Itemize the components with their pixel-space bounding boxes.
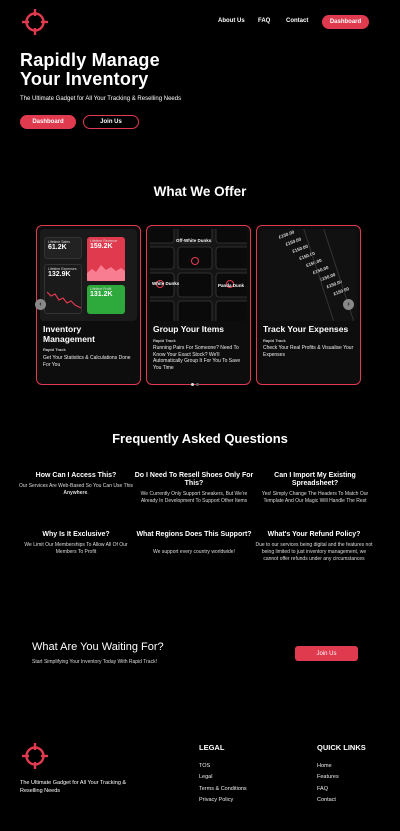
footer-legal-heading: LEGAL xyxy=(199,743,225,752)
faq-answer: Due to our services being digital and the features not being limited to just inventory management, we cannot offer refunds under any circumstances xyxy=(255,542,373,562)
group-item-label: White Dunks xyxy=(152,281,180,286)
revenue-sparkline-icon xyxy=(87,259,125,281)
chevron-right-icon[interactable]: › xyxy=(343,299,354,310)
card-description: Check Your Real Profits & Visualise Your Expenses xyxy=(263,345,354,358)
group-item-label: Panda Dunk xyxy=(218,283,245,288)
card-title: Inventory Management Rapid Track xyxy=(43,324,95,352)
cta-subtitle: Start Simplifying Your Inventory Today With Rapid Track! xyxy=(32,659,157,665)
faq-answer: We support every country worldwide! xyxy=(153,549,235,555)
faq-answer: Yes! Simply Change The Headers To Match Our Template And Our Magic Will Handle The Rest xyxy=(261,491,369,504)
expense-amount: £150.00 xyxy=(291,243,309,254)
group-item-label: Off-White Dunks xyxy=(176,238,212,243)
hero-subtitle: The Ultimate Gadget for All Your Tracking & Reselling Needs xyxy=(20,96,182,102)
expenses-sparkline-icon xyxy=(47,288,81,310)
card-title: Track Your Expenses Rapid Track xyxy=(263,324,349,343)
cta-title: What Are You Waiting For? xyxy=(32,641,164,653)
footer-link-privacy[interactable]: Privacy Policy xyxy=(199,797,234,803)
stat-lifetime-sales: Lifetime Sales 61.2K xyxy=(44,237,82,259)
stat-lifetime-expenses: Lifetime Expenses 132.9K xyxy=(44,264,82,314)
expense-amount: £150.00 xyxy=(325,279,343,290)
stat-lifetime-profit: Lifetime Profit 131.2K xyxy=(87,285,125,314)
faq-answer: Our Services Are Web-Based So You Can Use This Anywhere. xyxy=(18,483,134,496)
faq-question: Can I Import My Existing Spreadsheet? xyxy=(274,472,356,487)
expense-amount: £150.00 xyxy=(298,250,316,261)
group-items-image xyxy=(150,229,247,321)
footer-link-contact[interactable]: Contact xyxy=(317,797,336,803)
chevron-left-icon[interactable]: ‹ xyxy=(35,299,46,310)
carousel-dot-active[interactable] xyxy=(191,383,194,386)
carousel-dot[interactable] xyxy=(196,383,199,386)
faq-question: What's Your Refund Policy? xyxy=(267,531,361,538)
footer-link-home[interactable]: Home xyxy=(317,763,332,769)
faq-section-title: Frequently Asked Questions xyxy=(112,431,288,446)
nav-link-about[interactable]: About Us xyxy=(218,18,245,24)
nav-dashboard-button[interactable]: Dashboard xyxy=(322,15,369,29)
faq-question: How Can I Access This? xyxy=(35,472,117,479)
expense-amount: £150.00 xyxy=(278,229,296,240)
faq-question: Why Is It Exclusive? xyxy=(42,531,110,538)
footer-quick-links-heading: QUICK LINKS xyxy=(317,743,366,752)
card-description: Running Pairs For Someone? Need To Know Your Exact Stock? We'll Automatically Group It For You To Save You Time xyxy=(153,345,241,371)
footer-tagline: The Ultimate Gadget for All Your Tracking & Reselling Needs xyxy=(20,780,127,794)
expenses-list-image xyxy=(260,229,357,321)
inventory-dashboard-image xyxy=(40,229,137,321)
expense-amount: £150.00 xyxy=(284,236,302,247)
faq-answer: We Limit Our Memberships To Allow All Of Our Members To Profit xyxy=(24,542,128,555)
expense-amount: £150.00 xyxy=(332,286,350,297)
cta-join-button[interactable]: Join Us xyxy=(295,646,358,661)
expense-amount: £150.00 xyxy=(305,257,323,269)
faq-answer: We Currently Only Support Sneakers, But We're Already In Development To Support Other Items xyxy=(140,491,248,504)
card-description: Get Your Statistics & Calculations Done For You xyxy=(43,355,131,368)
card-title: Group Your Items Rapid Track xyxy=(153,324,225,343)
crosshair-icon[interactable] xyxy=(22,9,48,35)
expense-amount: £150.00 xyxy=(319,271,337,283)
footer-link-features[interactable]: Features xyxy=(317,774,339,780)
crosshair-icon[interactable] xyxy=(22,743,48,769)
hero-dashboard-button[interactable]: Dashboard xyxy=(20,115,76,129)
stat-lifetime-revenue: Lifetime Revenue 159.2K xyxy=(87,237,125,281)
hero-title: Rapidly Manage Your Inventory xyxy=(20,50,160,89)
faq-question: What Regions Does This Support? xyxy=(136,531,252,538)
offer-card-inventory[interactable] xyxy=(36,225,141,385)
nav-link-contact[interactable]: Contact xyxy=(286,18,309,24)
footer-link-terms[interactable]: Terms & Conditions xyxy=(199,786,247,792)
hero-join-button[interactable]: Join Us xyxy=(83,115,139,129)
expense-amount: £150.00 xyxy=(312,264,330,276)
footer-link-legal[interactable]: Legal xyxy=(199,774,213,780)
footer-link-tos[interactable]: TOS xyxy=(199,763,211,769)
offer-section-title: What We Offer xyxy=(153,184,247,199)
footer-link-faq[interactable]: FAQ xyxy=(317,786,329,792)
faq-question: Do I Need To Resell Shoes Only For This? xyxy=(134,472,254,487)
offer-card-group[interactable] xyxy=(146,225,251,385)
nav-link-faq[interactable]: FAQ xyxy=(258,18,271,24)
